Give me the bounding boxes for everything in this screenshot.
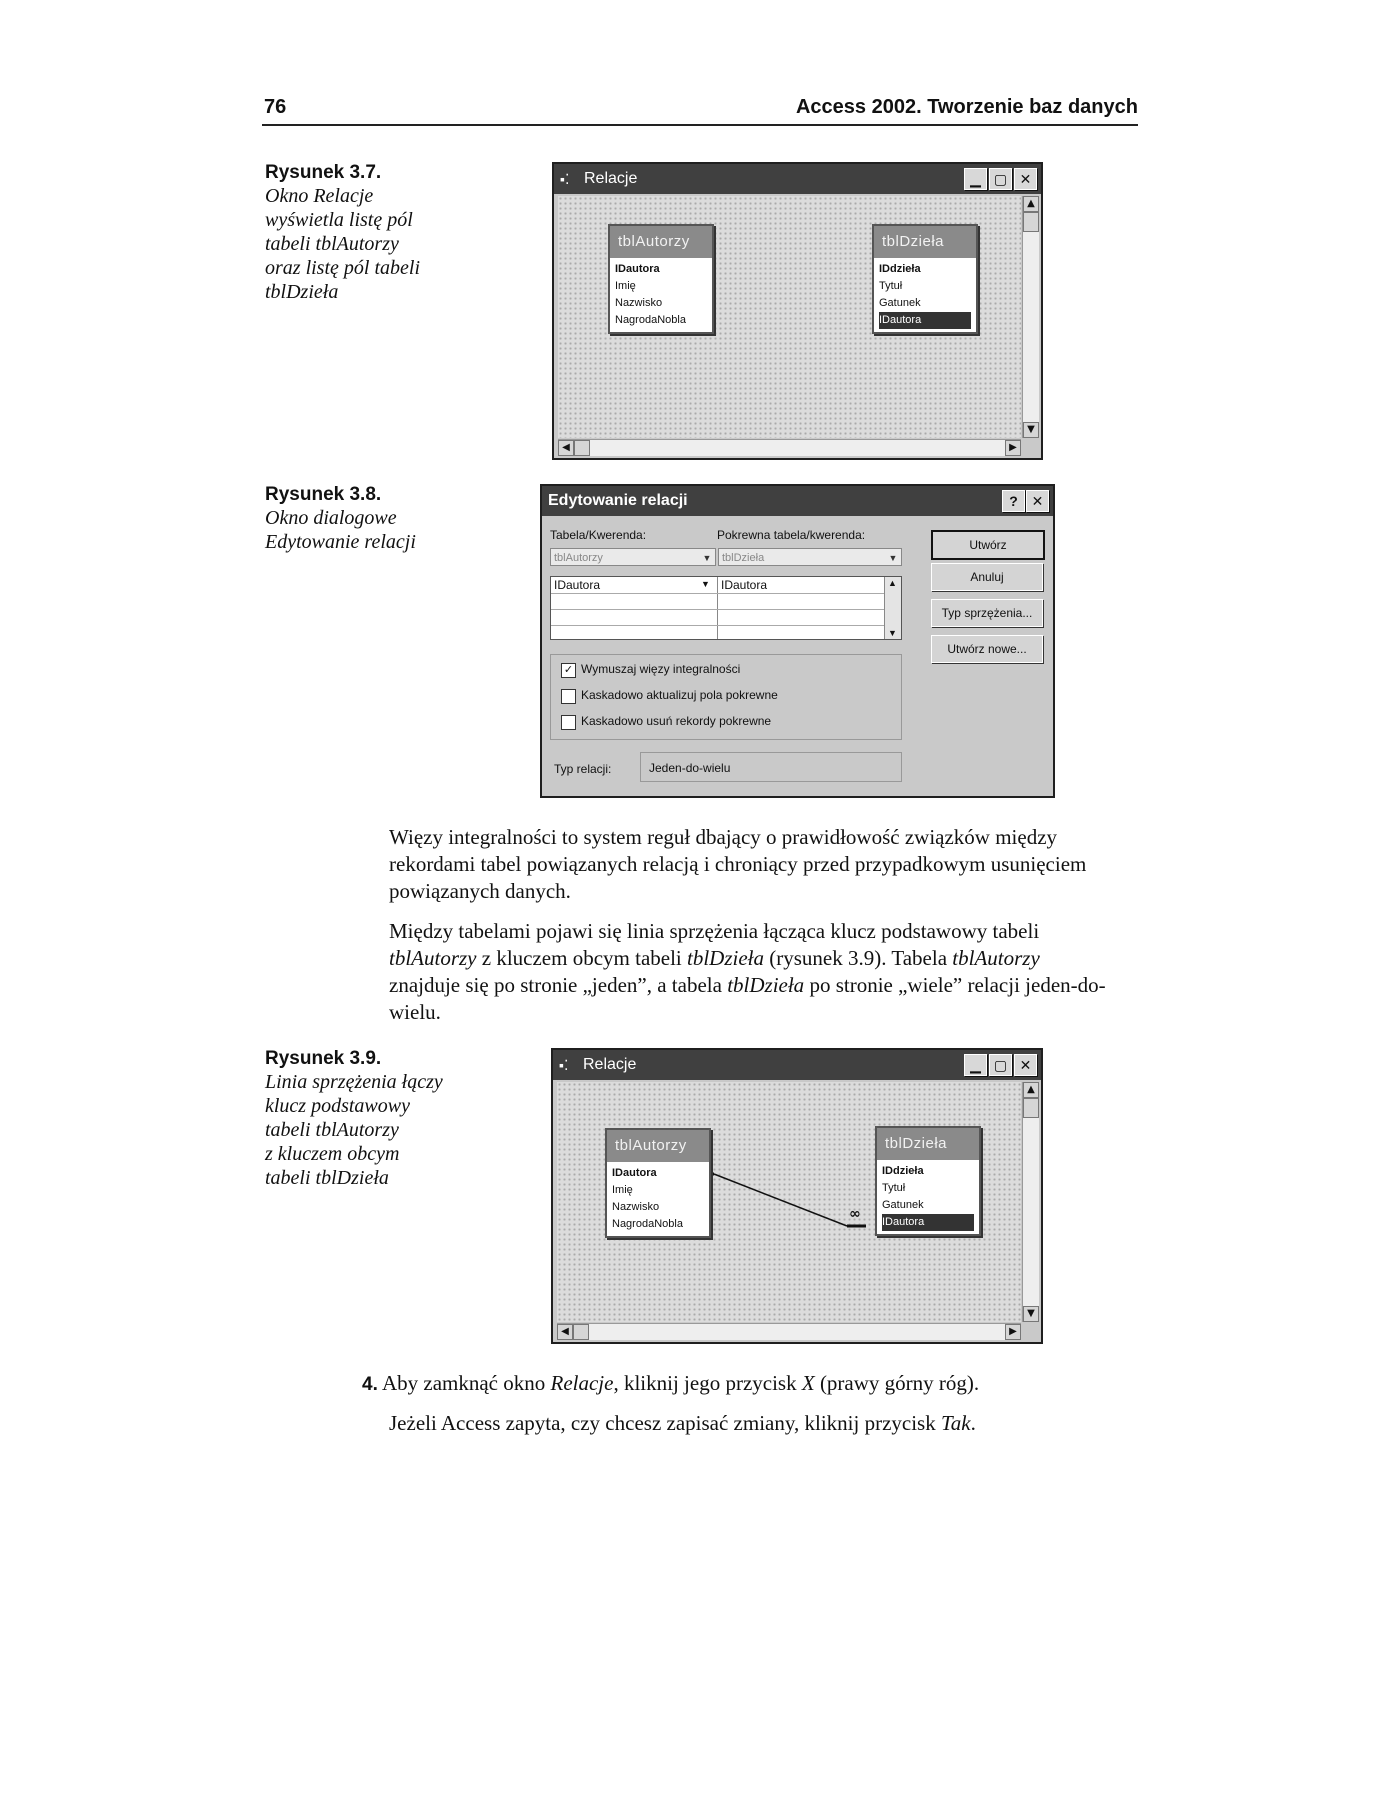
header-rule	[262, 124, 1138, 126]
table-query-label: Tabela/Kwerenda:	[550, 528, 647, 542]
field-list	[607, 1162, 709, 1236]
table-name[interactable]: tblDzieła	[874, 226, 976, 258]
close-button[interactable]: ✕	[1014, 1054, 1037, 1076]
field-item[interactable]: NagrodaNobla	[612, 1218, 683, 1230]
field-item[interactable]: Imię	[615, 280, 636, 292]
caption-line: tblDzieła	[265, 281, 339, 303]
step-number: 4.	[362, 1374, 378, 1395]
dropdown-arrow-icon[interactable]: ▼	[701, 579, 710, 589]
cancel-button[interactable]: Anuluj	[931, 563, 1043, 591]
text-run: znajduje się po stronie „jeden”, a tabela	[389, 973, 728, 997]
caption-line: klucz podstawowy	[265, 1095, 410, 1117]
table-box-tbldziela[interactable]	[872, 224, 978, 334]
checkbox-label: Kaskadowo aktualizuj pola pokrewne	[581, 688, 778, 702]
close-button[interactable]: ✕	[1026, 490, 1049, 512]
relationships-canvas[interactable]	[558, 196, 1021, 438]
italic-run: tblAutorzy	[952, 946, 1040, 970]
scroll-up-icon[interactable]: ▲	[888, 578, 897, 588]
italic-run: Relacje	[550, 1371, 614, 1395]
table-name[interactable]: tblAutorzy	[607, 1130, 709, 1162]
italic-run: Tak	[940, 1411, 971, 1435]
grid-cell-left[interactable]: IDautora	[554, 578, 601, 592]
cascade-update-checkbox[interactable]	[561, 689, 576, 704]
checkbox-label: Kaskadowo usuń rekordy pokrewne	[581, 714, 772, 728]
caption-line: Linia sprzężenia łączy	[265, 1071, 443, 1093]
caption-line: wyświetla listę pól	[265, 209, 413, 231]
combo-value: tblDzieła	[722, 552, 765, 564]
integrity-options-group	[550, 654, 902, 740]
field-item[interactable]: NagrodaNobla	[615, 314, 686, 326]
italic-run: tblDzieła	[727, 973, 805, 997]
caption-line: oraz listę pól tabeli	[265, 257, 420, 279]
caption-line: tabeli tblAutorzy	[265, 1119, 399, 1141]
scroll-down-icon[interactable]: ▼	[1023, 422, 1039, 438]
scroll-down-icon[interactable]: ▼	[1023, 1306, 1039, 1322]
text-run: .	[970, 1411, 976, 1435]
maximize-button[interactable]: ▢	[989, 1054, 1012, 1076]
grid-row-line	[551, 593, 885, 594]
field-item[interactable]: IDdzieła	[879, 263, 921, 275]
relationships-icon: ▪⁚	[559, 1057, 569, 1073]
related-table-combo[interactable]	[718, 548, 902, 566]
maximize-button[interactable]: ▢	[989, 168, 1012, 190]
field-item[interactable]: Gatunek	[879, 297, 921, 309]
table-name[interactable]: tblAutorzy	[610, 226, 712, 258]
italic-run: tblDzieła	[687, 946, 765, 970]
scroll-thumb[interactable]	[573, 1324, 589, 1340]
create-new-button[interactable]: Utwórz nowe...	[931, 635, 1043, 663]
running-header-title: Access 2002. Tworzenie baz danych	[795, 96, 1138, 118]
relation-type-label: Typ relacji:	[554, 762, 612, 776]
field-item[interactable]: Tytuł	[882, 1182, 906, 1194]
vertical-scrollbar[interactable]	[1022, 196, 1039, 438]
table-box-tblautorzy[interactable]	[605, 1128, 711, 1238]
many-side-marker: ∞	[849, 1206, 861, 1222]
scroll-left-icon[interactable]: ◀	[558, 440, 574, 456]
text-run: z kluczem obcym tabeli	[476, 946, 688, 970]
text-run: (prawy górny róg).	[814, 1371, 980, 1395]
field-list	[877, 1160, 979, 1234]
caption-line: Okno Relacje	[265, 185, 374, 207]
text-run: po stronie „wiele” relacji jeden-do-wielu.	[389, 973, 1106, 1024]
scroll-thumb[interactable]	[1023, 1098, 1039, 1118]
join-type-button[interactable]: Typ sprzężenia...	[931, 599, 1043, 627]
grid-row-line	[551, 609, 885, 610]
scroll-down-icon[interactable]: ▼	[888, 628, 897, 638]
caption-line: tabeli tblAutorzy	[265, 233, 399, 255]
help-button[interactable]: ?	[1002, 490, 1025, 512]
text-run: Aby zamknąć okno	[381, 1371, 551, 1395]
scroll-right-icon[interactable]: ▶	[1005, 1324, 1021, 1340]
table-name[interactable]: tblDzieła	[877, 1128, 979, 1160]
paragraph-save-prompt	[389, 1410, 1129, 1437]
scroll-left-icon[interactable]: ◀	[557, 1324, 573, 1340]
field-item[interactable]: Nazwisko	[615, 297, 663, 309]
combo-value: tblAutorzy	[554, 552, 603, 564]
horizontal-scrollbar[interactable]	[557, 1323, 1021, 1340]
field-item-selected[interactable]: IDautora	[882, 1214, 974, 1231]
caption-line: z kluczem obcym	[265, 1143, 400, 1165]
minimize-button[interactable]: ▁	[964, 1054, 987, 1076]
field-item[interactable]: IDautora	[612, 1167, 657, 1179]
dropdown-arrow-icon[interactable]: ▼	[888, 553, 898, 563]
step-4	[362, 1370, 1122, 1398]
figure-3-9-caption	[265, 1048, 443, 1190]
join-fields-grid[interactable]	[550, 576, 902, 640]
scroll-right-icon[interactable]: ▶	[1005, 440, 1021, 456]
window-title: Relacje	[584, 170, 638, 187]
scroll-thumb[interactable]	[574, 440, 590, 456]
field-item[interactable]: IDdzieła	[882, 1165, 924, 1177]
field-list	[610, 258, 712, 332]
italic-run: X	[801, 1371, 815, 1395]
grid-row-line	[551, 625, 885, 626]
scroll-up-icon[interactable]: ▲	[1023, 1082, 1039, 1098]
title-bar	[553, 1050, 1041, 1080]
dialog-title: Edytowanie relacji	[548, 492, 688, 509]
create-button[interactable]: Utwórz	[931, 530, 1045, 560]
paragraph-integrity: Więzy integralności to system reguł dbający o prawidłowość związków między rekordami tabel powiązanych relacją i chroniący przed przypadkowym usunięciem powiązanych danych.	[389, 825, 1087, 903]
figure-3-7-caption	[265, 162, 420, 304]
text-run: Między tabelami pojawi się linia sprzężenia łącząca klucz podstawowy tabeli	[389, 919, 1040, 943]
table-box-tblautorzy[interactable]	[608, 224, 714, 334]
relationships-icon: ▪⁚	[560, 171, 570, 187]
relacje-window-3-7	[552, 162, 1043, 460]
figure-label: Rysunek 3.8.	[265, 484, 382, 505]
cascade-delete-checkbox[interactable]	[561, 715, 576, 730]
text-run: (rysunek 3.9). Tabela	[764, 946, 953, 970]
relacje-window-3-9	[551, 1048, 1043, 1344]
grid-scrollbar[interactable]	[884, 577, 901, 639]
horizontal-scrollbar[interactable]	[558, 439, 1021, 456]
edit-relationship-dialog	[540, 484, 1055, 798]
relationships-canvas[interactable]	[557, 1082, 1021, 1322]
figure-label: Rysunek 3.9.	[265, 1048, 382, 1069]
dropdown-arrow-icon[interactable]: ▼	[702, 553, 712, 563]
window-title: Relacje	[583, 1056, 637, 1073]
title-bar	[542, 486, 1053, 516]
field-item[interactable]: Nazwisko	[612, 1201, 660, 1213]
field-item[interactable]: Gatunek	[882, 1199, 924, 1211]
scroll-up-icon[interactable]: ▲	[1023, 196, 1039, 212]
grid-cell-right[interactable]: IDautora	[721, 578, 768, 592]
field-list	[874, 258, 976, 332]
join-line	[714, 1174, 847, 1226]
caption-line: tabeli tblDzieła	[265, 1167, 389, 1189]
close-button[interactable]: ✕	[1014, 168, 1037, 190]
relation-type-value: Jeden-do-wielu	[640, 752, 902, 782]
minimize-button[interactable]: ▁	[964, 168, 987, 190]
field-item[interactable]: IDautora	[615, 263, 660, 275]
text-run: Jeżeli Access zapyta, czy chcesz zapisać zmiany, kliknij przycisk	[389, 1411, 941, 1435]
related-table-label: Pokrewna tabela/kwerenda:	[717, 528, 866, 542]
field-item[interactable]: Imię	[612, 1184, 633, 1196]
caption-line: Edytowanie relacji	[265, 531, 416, 553]
italic-run: tblAutorzy	[389, 946, 477, 970]
vertical-scrollbar[interactable]	[1022, 1082, 1039, 1322]
grid-column-divider	[717, 577, 718, 639]
paragraph-join-line	[389, 918, 1109, 1026]
checkbox-label: Wymuszaj więzy integralności	[581, 662, 741, 676]
table-box-tbldziela[interactable]	[875, 1126, 981, 1236]
enforce-integrity-checkbox[interactable]: ✓	[561, 663, 576, 678]
field-item[interactable]: Tytuł	[879, 280, 903, 292]
text-run: , kliknij jego przycisk	[613, 1371, 802, 1395]
field-item-selected[interactable]: IDautora	[879, 312, 971, 329]
title-bar	[554, 164, 1041, 194]
page-number: 76	[264, 96, 287, 118]
figure-label: Rysunek 3.7.	[265, 162, 382, 183]
scroll-thumb[interactable]	[1023, 212, 1039, 232]
caption-line: Okno dialogowe	[265, 507, 397, 529]
figure-3-8-caption	[265, 484, 416, 554]
table-query-combo[interactable]	[550, 548, 716, 566]
